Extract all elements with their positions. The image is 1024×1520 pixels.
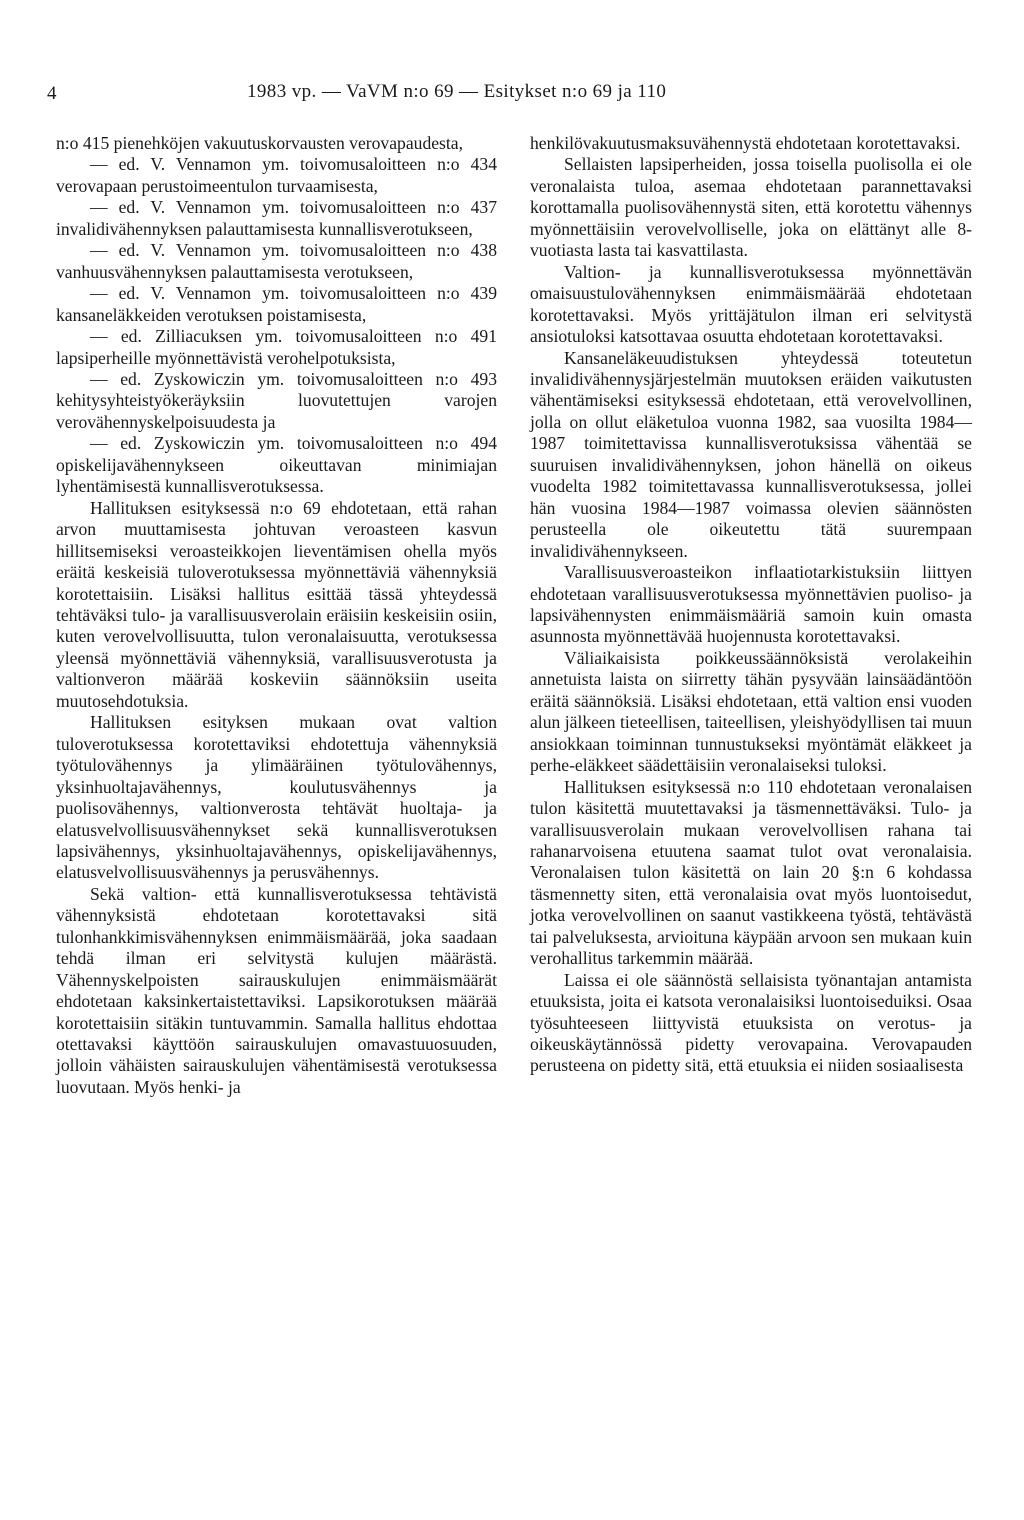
- paragraph: Laissa ei ole säännöstä sellaisista työnantajan antamista etuuksista, joita ei katsota veronalaisiksi luontoiseduiksi. Osaa työsuhteeseen liittyvistä etuuksista on verotus- ja oikeuskäytännössä pidetty verovapaina. Verovapauden perusteena on pidetty sitä, että etuuksia ei niiden sosiaalisesta: [530, 969, 972, 1076]
- paragraph: Valtion- ja kunnallisverotuksessa myönnettävän omaisuustulovähennyksen enimmäismäärää ehdotetaan korotettavaksi. Myös yrittäjätulon ilman eri selvitystä ansiotuloksi katsottavaa osuutta ehdotetaan korotettavaksi.: [530, 261, 972, 347]
- paragraph: Kansaneläkeuudistuksen yhteydessä toteutetun invalidivähennysjärjestelmän muutoksen eräiden vaikutusten vähentämiseksi esityksessä ehdotetaan, että verovelvollinen, jolla on ollut eläketuloa vuonna 1982, saa vuosilta 1984—1987 toimitettavissa kunnallisverotuksissa vähentää se suuruisen invalidivähennyksen, johon hänellä on oikeus vuodelta 1982 toimitettavassa kunnallisverotuksessa, jollei hän vuosina 1984—1987 voimassa olevien säännösten perusteella ole oikeutettu tätä suurempaan invalidivähennykseen.: [530, 347, 972, 561]
- paragraph: — ed. Zyskowiczin ym. toivomusaloitteen n:o 494 opiskelijavähennykseen oikeuttavan minimiajan lyhentämisestä kunnallisverotuksessa.: [56, 433, 497, 497]
- paragraph: — ed. V. Vennamon ym. toivomusaloitteen n:o 437 invalidivähennyksen palauttamisesta kunnallisverotukseen,: [56, 197, 497, 239]
- paragraph: — ed. Zilliacuksen ym. toivomusaloitteen n:o 491 lapsiperheille myönnettävistä verohelpotuksista,: [56, 326, 497, 368]
- paragraph: Varallisuusveroasteikon inflaatiotarkistuksiin liittyen ehdotetaan varallisuusverotuksessa myönnettävien puoliso- ja lapsivähennysten enimmäismääriä samoin kuin omasta asunnosta myönnettävää huojennusta korotettavaksi.: [530, 562, 972, 647]
- paragraph: Sellaisten lapsiperheiden, jossa toisella puolisolla ei ole veronalaista tuloa, asemaa ehdotetaan parannettavaksi korottamalla puolisovähennystä siten, että korotettu vähennys myönnettäisiin verovelvolliselle, joka on elättänyt alle 8-vuotiasta lasta tai kasvattilasta.: [530, 154, 972, 261]
- paragraph: Hallituksen esityksen mukaan ovat valtion tuloverotuksessa korotettaviksi ehdotettuja vähennyksiä työtulovähennys ja ylimääräinen työtulovähennys, yksinhuoltajavähennys, koulutusvähennys ja puolisovähennys, valtionverosta tehtävät huoltaja- ja elatusvelvollisuusvähennykset sekä kunnallisverotuksen lapsivähennys, yksinhuoltajavähennys, opiskelijavähennys, elatusvelvollisuusvähennys ja perusvähennys.: [56, 712, 497, 883]
- page-number: 4: [47, 83, 57, 104]
- paragraph: Sekä valtion- että kunnallisverotuksessa tehtävistä vähennyksistä ehdotetaan korotettavaksi sitä tulonhankkimisvähennyksen enimmäismäärää, joka saadaan tehdä ilman eri selvitystä kulujen määrästä. Vähennyskelpoisten sairauskulujen enimmäismäärät ehdotetaan kaksinkertaistettaviksi. Lapsikorotuksen määrää korotettaisiin sitäkin tuntuvammin. Samalla hallitus ehdottaa otettavaksi käyttöön sairauskulujen omavastuuosuuden, jolloin vähäisten sairauskulujen vähentämisestä verotuksessa luovutaan. Myös henki- ja: [56, 883, 497, 1097]
- paragraph: n:o 415 pienehköjen vakuutuskorvausten verovapaudesta,: [56, 133, 463, 153]
- paragraph: Väliaikaisista poikkeussäännöksistä verolakeihin annetuista laista on siirretty tähän pysyvään lainsäädäntöön eräitä säännöksiä. Lisäksi ehdotetaan, että valtion ensi vuoden alun jälkeen tieteellisen, taiteellisen, yleishyödyllisen tai muun ansiokkaan toiminnan tunnustukseksi myöntämät eläkkeet ja perhe-eläkkeet säädettäisiin veronalaiseksi tuloksi.: [530, 647, 972, 776]
- paragraph: — ed. V. Vennamon ym. toivomusaloitteen n:o 438 vanhuusvähennyksen palauttamisesta verotukseen,: [56, 240, 497, 282]
- left-column: [56, 133, 497, 1098]
- paragraph: — ed. V. Vennamon ym. toivomusaloitteen n:o 434 verovapaan perustoimeentulon turvaamisesta,: [56, 154, 497, 196]
- running-head: 1983 vp. — VaVM n:o 69 — Esitykset n:o 69 ja 110: [247, 81, 667, 102]
- right-column: [530, 133, 972, 1077]
- paragraph: Hallituksen esityksessä n:o 110 ehdotetaan veronalaisen tulon käsitettä muutettavaksi ja täsmennettäväksi. Tulo- ja varallisuusverolain mukaan verovelvollisen rahana tai rahanarvoisena etuutena saamat tulot ovat veronalaisia. Veronalaisen tulon käsitettä on lain 20 §:n 6 kohdassa täsmennetty siten, että veronalaisia ovat myös luontoisedut, jotka verovelvollinen on saanut vastikkeena työstä, tehtävästä tai palveluksesta, arvioituna käypään arvoon sen mukaan kuin verohallitus tarkemmin määrää.: [530, 776, 972, 969]
- paragraph: — ed. V. Vennamon ym. toivomusaloitteen n:o 439 kansaneläkkeiden verotuksen poistamisesta,: [56, 283, 497, 325]
- paragraph: Hallituksen esityksessä n:o 69 ehdotetaan, että rahan arvon muuttamisesta johtuvan veroasteen kasvun hillitsemiseksi veroasteikkojen lieventämisen ohella myös eräitä keskeisiä tuloverotuksessa myönnettäviä vähennyksiä korotettaisiin. Lisäksi hallitus esittää tässä yhteydessä tehtäväksi tulo- ja varallisuusverolain eräisiin keskeisiin osiin, kuten verovelvollisuutta, tulon veronalaisuutta, verotuksessa yleensä myönnettäviä vähennyksiä, varallisuusverotusta ja valtionveron määrää koskeviin säännöksiin useita muutosehdotuksia.: [56, 497, 497, 711]
- paragraph: — ed. Zyskowiczin ym. toivomusaloitteen n:o 493 kehitysyhteistyökeräyksiin luovutettujen varojen verovähennyskelpoisuudesta ja: [56, 368, 497, 432]
- paragraph: henkilövakuutusmaksuvähennystä ehdotetaan korotettavaksi.: [530, 133, 961, 153]
